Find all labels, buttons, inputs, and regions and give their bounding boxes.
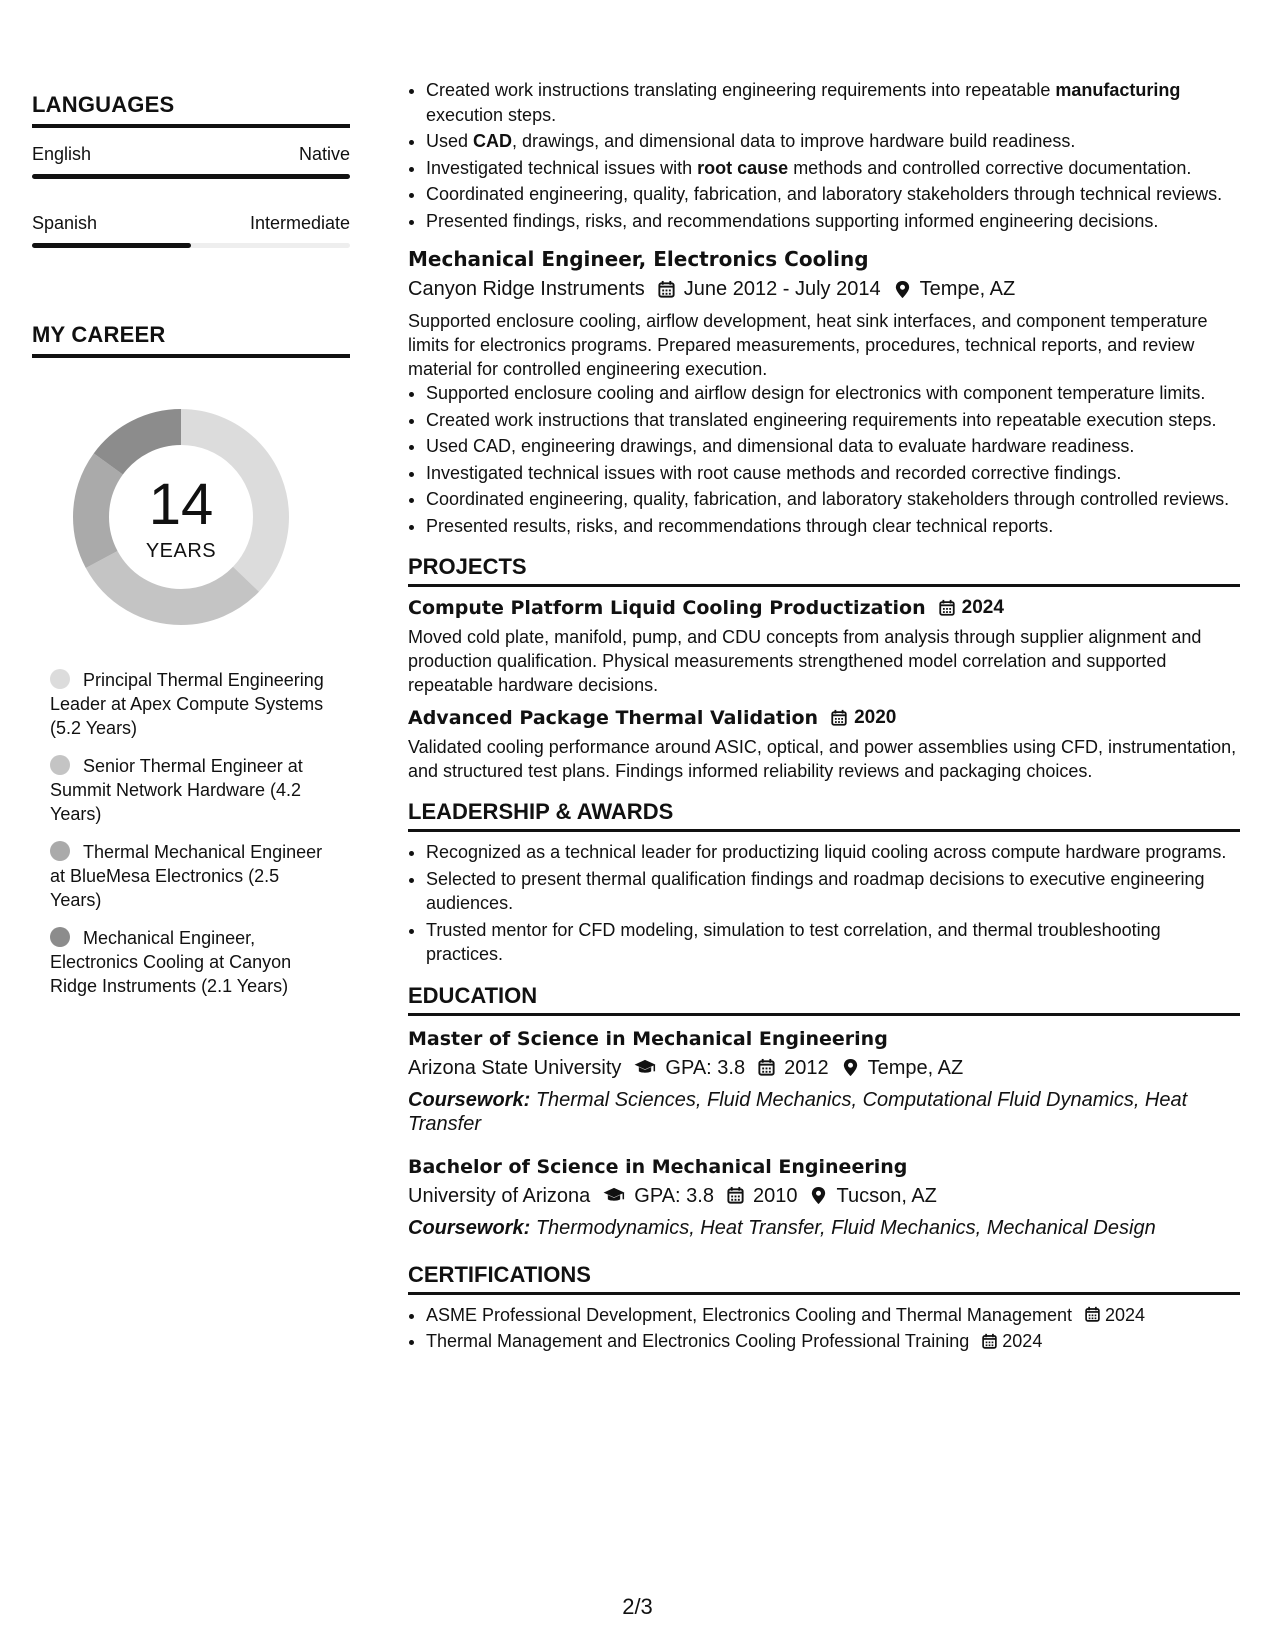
gpa: GPA: 3.8 [665,1056,746,1079]
project-title: Compute Platform Liquid Cooling Productization [408,597,926,619]
language-proficiency-bar [32,243,350,248]
school-location: Tempe, AZ [867,1056,964,1079]
job-company: Canyon Ridge Instruments [408,278,645,300]
graduation-year: 2010 [752,1184,798,1207]
previous-job-bullets [408,78,1240,233]
graduation-cap-icon [633,1058,657,1077]
gpa: GPA: 3.8 [634,1184,714,1207]
legend-label: Mechanical Engineer, Electronics Cooling at Canyon Ridge Instruments (2.1 Years) [50,928,292,996]
career-legend [50,668,330,998]
job-summary: Supported enclosure cooling, airflow development, heat sink interfaces, and component temperature limits for electronics programs. Prepared measurements, procedures, technical reports, and review material for controlled engineering execution. [408,311,1208,379]
list-item: • Used CAD, drawings, and dimensional data to improve hardware build readiness. [426,129,1240,154]
page-number: 2/3 [622,1594,653,1619]
calendar-icon [981,1333,998,1350]
list-item: • Selected to present thermal qualification findings and roadmap decisions to executive engineering audiences. [426,867,1240,916]
degree: Master of Science in Mechanical Engineering [408,1027,888,1050]
language-name: English [32,144,92,164]
school-location: Tucson, AZ [836,1184,937,1207]
school: University of Arizona [408,1184,591,1207]
leadership-heading: LEADERSHIP & AWARDS [408,799,1240,832]
career-total-unit: YEARS [145,539,217,562]
project-year: 2024 [961,597,1004,618]
project-year: 2020 [854,707,897,728]
language-proficiency-fill [32,243,191,248]
map-pin-icon [893,280,912,299]
project-item [408,597,1240,697]
job-meta [408,275,1240,303]
calendar-icon [830,709,848,727]
language-item [32,211,350,248]
leadership-bullets [408,840,1240,967]
career-heading: MY CAREER [32,322,350,358]
degree: Bachelor of Science in Mechanical Engineering [408,1155,908,1178]
education-item [408,1028,1240,1136]
list-item: • Used CAD, engineering drawings, and dimensional data to evaluate hardware readiness. [426,434,1240,459]
list-item: • Presented results, risks, and recommendations through clear technical reports. [426,514,1240,539]
job-title: Mechanical Engineer, Electronics Cooling [408,247,869,271]
legend-dot [50,927,70,947]
legend-item [50,754,330,826]
certification-name: • Thermal Management and Electronics Cooling Professional Training [426,1331,970,1351]
list-item: • Coordinated engineering, quality, fabrication, and laboratory stakeholders through controlled reviews. [426,487,1240,512]
language-name: Spanish [32,213,98,233]
language-proficiency-fill [32,174,350,179]
coursework: Coursework: Thermodynamics, Heat Transfer, Fluid Mechanics, Mechanical Design [408,1216,1156,1239]
language-item [32,142,350,179]
calendar-icon [657,280,676,299]
certifications-heading: CERTIFICATIONS [408,1262,1240,1295]
coursework: Coursework: Thermal Sciences, Fluid Mechanics, Computational Fluid Dynamics, Heat Transfer [408,1088,1188,1135]
legend-dot [50,669,70,689]
list-item [426,1303,1240,1328]
legend-label: Principal Thermal Engineering Leader at Apex Compute Systems (5.2 Years) [50,670,324,738]
languages-heading: LANGUAGES [32,92,350,128]
main-content [408,78,1240,1356]
career-total-years: 14 [148,471,214,537]
list-item [426,1329,1240,1354]
language-level: Native [298,144,350,164]
list-item: • Coordinated engineering, quality, fabrication, and laboratory stakeholders through technical reviews. [426,182,1240,207]
legend-label: Thermal Mechanical Engineer at BlueMesa Electronics (2.5 Years) [50,842,323,910]
certifications-list [408,1303,1240,1354]
career-donut-chart [66,402,296,632]
calendar-icon [1084,1306,1101,1323]
legend-item [50,668,330,740]
list-item: • Created work instructions translating engineering requirements into repeatable manufacturing execution steps. [426,78,1240,127]
calendar-icon [938,599,956,617]
list-item: • Presented findings, risks, and recommendations supporting informed engineering decisions. [426,209,1240,234]
project-item [408,707,1240,783]
calendar-icon [757,1058,776,1077]
sidebar [32,92,350,1012]
certification-year: 2024 [1002,1331,1043,1351]
language-level: Intermediate [249,213,350,233]
education-heading: EDUCATION [408,983,1240,1016]
job-location: Tempe, AZ [919,278,1016,300]
list-item: • Recognized as a technical leader for productizing liquid cooling across compute hardware programs. [426,840,1240,865]
list-item: • Trusted mentor for CFD modeling, simulation to test correlation, and thermal troubleshooting practices. [426,918,1240,967]
legend-item [50,926,330,998]
graduation-year: 2012 [784,1056,829,1079]
project-title: Advanced Package Thermal Validation [408,707,819,729]
job-dates: June 2012 - July 2014 [683,278,881,300]
legend-dot [50,841,70,861]
job-bullets [408,381,1240,538]
education-item [408,1156,1240,1240]
map-pin-icon [841,1058,860,1077]
school: Arizona State University [408,1056,622,1079]
legend-dot [50,755,70,775]
certification-name: • ASME Professional Development, Electronics Cooling and Thermal Management [426,1304,1072,1325]
list-item: • Supported enclosure cooling and airflow design for electronics with component temperature limits. [426,381,1240,406]
graduation-cap-icon [602,1186,626,1205]
project-description: Validated cooling performance around ASIC, optical, and power assemblies using CFD, instrumentation, and structured test plans. Findings informed reliability reviews and packaging choices. [408,737,1237,781]
language-proficiency-bar [32,174,350,179]
map-pin-icon [809,1186,828,1205]
list-item: • Investigated technical issues with root cause methods and controlled corrective documentation. [426,156,1240,181]
certification-year: 2024 [1105,1304,1146,1325]
projects-heading: PROJECTS [408,554,1240,587]
list-item: • Investigated technical issues with root cause methods and recorded corrective findings. [426,461,1240,486]
legend-item [50,840,330,912]
list-item: • Created work instructions that translated engineering requirements into repeatable execution steps. [426,408,1240,433]
project-description: Moved cold plate, manifold, pump, and CDU concepts from analysis through supplier alignment and production qualification. Physical measurements strengthened model correlation and supported repeatable hardware decisions. [408,627,1202,695]
legend-label: Senior Thermal Engineer at Summit Network Hardware (4.2 Years) [50,756,303,824]
calendar-icon [726,1186,745,1205]
